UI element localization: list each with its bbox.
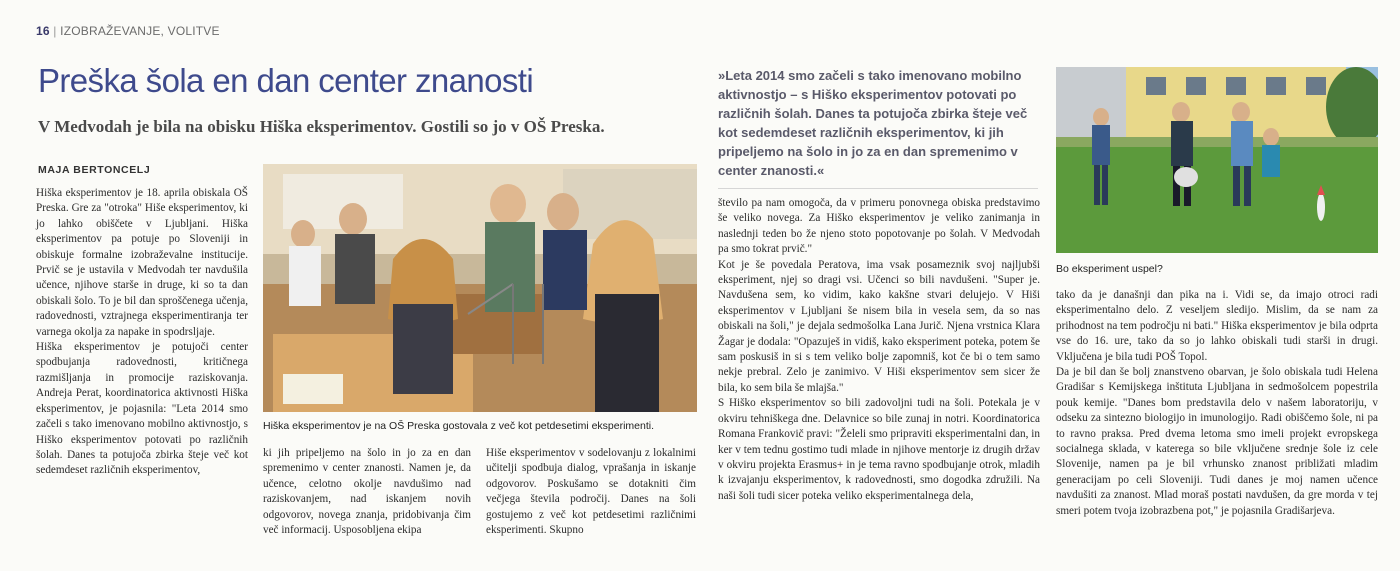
- outdoor-photo: [1056, 67, 1378, 253]
- classroom-photo-caption: Hiška eksperimentov je na OŠ Preska gostovala z več kot petdesetimi eksperimenti.: [263, 420, 655, 432]
- paragraph: Hiška eksperimentov je 18. aprila obiskala OŠ Preska. Gre za "otroka" Hiše eksperimentov, ki jo lahko obiščete v Ljubljani. Hiška eksperimentov pa potuje po Sloveniji in obiskuje formalne izobraževalne institucije. Prvič se je ustavila v Medvodah ter navdušila učence, njihove starše in druge, ki so ta dan obiskali šolo. To je bil dan sproščenega učenja, radovednosti, vztrajnega eksperimentiranja ter varnega okolja za napake in spodrsljaje.: [36, 187, 248, 338]
- body-column-3: [486, 446, 696, 538]
- page-header: 16 | IZOBRAŽEVANJE, VOLITVE: [36, 24, 220, 38]
- paragraph: S Hiško eksperimentov so bili zadovoljni tudi na šoli. Potekala je v okviru tehniškega dne. Delavnice so bile zunaj in notri. Koordinatorica Romana Frankovič pravi: "Želeli smo pripraviti eksperimentalni dan, in ker v tem tednu gostimo tudi mlade in njihove mentorje iz drugih držav v okviru projekta Erasmus+ in je tema ravno spodbujanje otrok, mladih k izvajanju eksperimentov, k radovednosti, smo dogodka združili. Na naši šoli tudi sicer poteka veliko eksperimentalnega dela,: [718, 397, 1040, 502]
- article-author: MAJA BERTONCELJ: [38, 164, 151, 176]
- body-column-2: [263, 446, 471, 538]
- paragraph: tako da je današnji dan pika na i. Vidi se, da imajo otroci radi eksperimentalno delo. Z veseljem sledijo. Mislim, da se nam za prihodnost na tem področju ni bati." Hiška eksperimentov je bila odprta vse do 16. ure, tako da so jo lahko obiskali tudi starši in drugi. Vključena je bila tudi POŠ Topol.: [1056, 289, 1378, 363]
- outdoor-photo-caption: Bo eksperiment uspel?: [1056, 263, 1163, 275]
- paragraph: število pa nam omogoča, da v primeru ponovnega obiska predstavimo še veliko novega. Za Hiško eksperimentov je veliko zanimanja in naslednji teden bo že njeno stoto popotovanje po šolah. V Medvodah pa smo tokrat prvič.": [718, 197, 1040, 256]
- classroom-photo: [263, 164, 697, 412]
- paragraph: Hiška eksperimentov je potujoči center spodbujanja radovednosti, kritičnega razmišljanja in promocije raziskovanja. Andreja Perat, koordinatorica aktivnosti Hiška eksperimentov, je pojasnila: "Leta 2014 smo začeli s tako imenovano mobilno aktivnostjo, s Hiško eksperimentov potovati po različnih šolah. Danes ta potujoča zbirka šteje več kot sedemdeset različnih eksperimentov,: [36, 341, 248, 477]
- paragraph: Hiše eksperimentov v sodelovanju z lokalnimi učitelji spodbuja dialog, vprašanja in iskanje odgovorov. Poskušamo se dotakniti čim večjega števila področij. Danes na šoli gostujemo z več kot petdesetimi različnimi eksperimenti. Skupno: [486, 447, 696, 537]
- paragraph: Kot je še povedala Peratova, ima vsak posameznik svoj najljubši eksperiment, njej so dragi vsi. Učenci so bili navdušeni. "Super je. Navdušena sem, ko vidim, kako kakšne stvari delujejo. V Hiši eksperimentov v Ljubljani še nisem bila in vesela sem, da so nas obiskali na šoli," je dejala sedmošolka Lana Jurič. Njena vrstnica Klara Žagar je dodala: "Opazuješ in vidiš, kako eksperiment poteka, potem še sam poskusiš in si s tem veliko bolje zapomniš, kot če bi o tem samo nekje prebral. Zelo je zanimivo. V Hiši eksperimentov sem sicer že bila, ko sem bila še mlajša.": [718, 258, 1040, 394]
- article-title: Preška šola en dan center znanosti: [38, 62, 534, 99]
- body-column-1: [36, 186, 248, 479]
- paragraph: Da je bil dan še bolj znanstveno obarvan, je šolo obiskala tudi Helena Gradišar s Kemijskega inštituta Ljubljana in sedmošolcem popestrila pouk kemije. "Danes bom predstavila delo v našem laboratoriju, v odseku za sintezno biologijo in imunologijo. Radi obiščemo šole, ni pa to ravno praksa. Pred dvema letoma smo imeli projekt evropskega socialnega sklada, v katerega so bile vključene srednje šole iz cele Slovenije, namen pa je bil vrhunsko znanost približati mladim generacijam po celi Sloveniji. Tudi danes je moj namen učence navdušiti za znanost. Mlad moraš postati navdušen, da gre morda v tej smeri potem tvoja izobrazbena pot," je pojasnila Gradišarjeva.: [1056, 366, 1378, 517]
- quote-divider: [718, 188, 1038, 189]
- body-column-4: [718, 196, 1040, 504]
- section-name: IZOBRAŽEVANJE, VOLITVE: [60, 24, 220, 38]
- outdoor-photo-image: [1056, 67, 1378, 253]
- body-column-5: [1056, 288, 1378, 519]
- article-subtitle: V Medvodah je bila na obisku Hiška eksperimentov. Gostili so jo v OŠ Preska.: [38, 117, 605, 136]
- paragraph: ki jih pripeljemo na šolo in jo za en dan spremenimo v center znanosti. Namen je, da učence, celotno okolje navdušimo nad raziskovanjem, nad iskanjem novih odgovorov, novega znanja, pridobivanja čim več informacij. Usposobljena ekipa: [263, 447, 471, 537]
- pull-quote: »Leta 2014 smo začeli s tako imenovano mobilno aktivnostjo – s Hiško eksperimentov potovati po različnih šolah. Danes ta potujoča zbirka šteje več kot sedemdeset različnih eksperimentov, ki jih pripeljemo na šolo in jo za en dan spremenimo v center znanosti.«: [718, 68, 1028, 178]
- page-number: 16: [36, 24, 50, 38]
- classroom-photo-image: [263, 164, 697, 412]
